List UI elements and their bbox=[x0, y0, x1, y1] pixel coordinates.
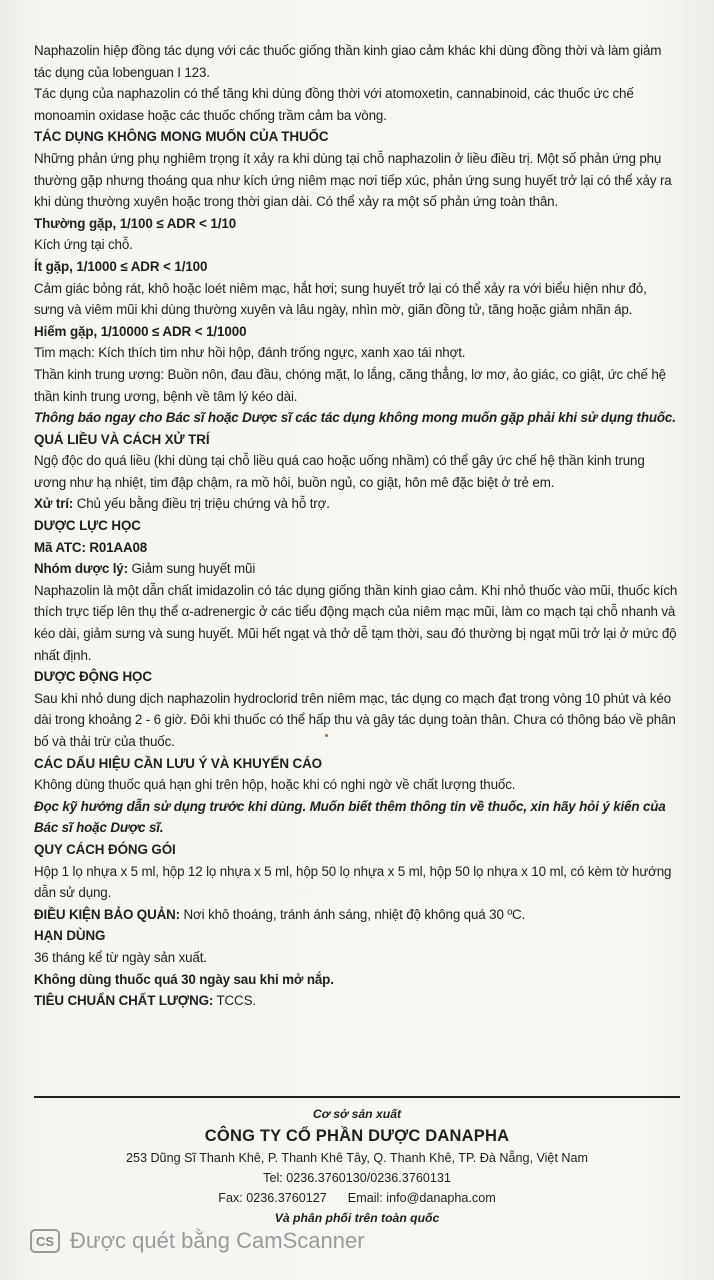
packaging-text: Hộp 1 lọ nhựa x 5 ml, hộp 12 lọ nhựa x 5 ml, hộp 50 lọ nhựa x 5 ml, hộp 50 lọ nhựa x 10 ml, có kèm tờ hướng dẫn sử dụng. bbox=[34, 863, 672, 901]
uncommon-effects-text: Cảm giác bỏng rát, khô hoặc loét niêm mạc, hắt hơi; sung huyết trở lại có thể xảy ra với biểu hiện như đỏ, sưng và viêm mũi khi dùng thường xuyên và lâu ngày, nhìn mờ, giãn đồng tử, tăng hoặc giảm nhãn áp. bbox=[34, 280, 647, 318]
interaction-paragraph-1: Naphazolin hiệp đồng tác dụng với các thuốc giống thần kinh giao cảm khác khi dùng đồng thời và làm giảm tác dụng của lobenguan I 123. bbox=[34, 43, 662, 80]
treatment-line bbox=[34, 493, 680, 515]
watermark-text: Được quét bằng CamScanner bbox=[70, 1228, 365, 1253]
heading-rare: Hiếm gặp, 1/10000 ≤ ADR < 1/1000 bbox=[34, 323, 247, 339]
storage-label: ĐIỀU KIỆN BẢO QUẢN: bbox=[34, 906, 180, 922]
pharmacokinetics-text: Sau khi nhỏ dung dịch naphazolin hydroclorid trên niêm mạc, tác dụng co mạch đạt trong vòng 10 phút và kéo dài trong khoảng 2 - 6 giờ. Đôi khi thuốc có thể hấp thu và gây tác dụng toàn thân. Chưa có thông báo về phân bố và thải trừ của thuốc. bbox=[34, 690, 676, 749]
pharmacologic-group-line bbox=[34, 558, 680, 580]
common-effects-text: Kích ứng tại chỗ. bbox=[34, 237, 133, 253]
heading-adverse-effects: TÁC DỤNG KHÔNG MONG MUỐN CỦA THUỐC bbox=[34, 129, 329, 145]
group-text: Giảm sung huyết mũi bbox=[127, 561, 256, 577]
group-label: Nhóm dược lý: bbox=[34, 561, 128, 577]
standard-label: TIÊU CHUẨN CHẤT LƯỢNG: bbox=[34, 993, 214, 1009]
heading-shelf-life: HẠN DÙNG bbox=[34, 928, 106, 944]
storage-text: Nơi khô thoáng, tránh ánh sáng, nhiệt độ không quá 30 ºC. bbox=[179, 906, 526, 922]
storage-line bbox=[34, 904, 680, 926]
heading-common: Thường gặp, 1/100 ≤ ADR < 1/10 bbox=[34, 215, 237, 231]
footer-divider bbox=[34, 1096, 680, 1098]
warnings-text: Không dùng thuốc quá hạn ghi trên hộp, hoặc khi có nghi ngờ về chất lượng thuốc. bbox=[34, 777, 516, 793]
heading-overdose: QUÁ LIỀU VÀ CÁCH XỬ TRÍ bbox=[34, 431, 210, 447]
adverse-effects-intro: Những phản ứng phụ nghiêm trọng ít xảy ra khi dùng tại chỗ naphazolin ở liều điều trị. Một số phản ứng phụ thường gặp nhưng thoáng qua như kích ứng niêm mạc nơi tiếp xúc, phản ứng sung huyết trở lại có thể xảy ra khi dùng thường xuyên hoặc trong thời gian dài. Có thể xảy ra một số phản ứng toàn thân. bbox=[34, 150, 672, 210]
shelf-life-text: 36 tháng kể từ ngày sản xuất. bbox=[34, 949, 207, 965]
after-opening-text: Không dùng thuốc quá 30 ngày sau khi mở nắp. bbox=[34, 971, 334, 987]
ink-speck bbox=[325, 734, 328, 737]
manufacturer-label: Cơ sở sản xuất bbox=[312, 1107, 402, 1121]
camscanner-logo-icon: CS bbox=[30, 1229, 60, 1253]
manufacturer-block bbox=[34, 1104, 680, 1228]
company-address: 253 Dũng Sĩ Thanh Khê, P. Thanh Khê Tây, Q. Thanh Khê, TP. Đà Nẵng, Việt Nam bbox=[125, 1151, 589, 1165]
distribution-note: Và phân phối trên toàn quốc bbox=[274, 1211, 440, 1225]
heading-pharmacodynamics: DƯỢC LỰC HỌC bbox=[34, 518, 141, 534]
overdose-text: Ngộ độc do quá liều (khi dùng tại chỗ liều quá cao hoặc uống nhầm) có thể gây ức chế hệ thần kinh trung ương như hạ nhiệt, tim đập chậm, ra mồ hôi, buồn ngủ, co giật, hôn mê đặc biệt ở trẻ em. bbox=[34, 453, 645, 490]
heading-pharmacokinetics: DƯỢC ĐỘNG HỌC bbox=[34, 669, 152, 685]
treatment-text: Chủ yếu bằng điều trị triệu chứng và hỗ trợ. bbox=[73, 496, 330, 512]
treatment-label: Xử trí: bbox=[34, 496, 74, 512]
interaction-paragraph-2: Tác dụng của naphazolin có thể tăng khi dùng đồng thời với atomoxetin, cannabinoid, các thuốc ức chế monoamin oxidase hoặc các thuốc chống trầm cảm ba vòng. bbox=[34, 86, 634, 123]
rare-cns-text: Thần kinh trung ương: Buồn nôn, đau đầu, chóng mặt, lo lắng, căng thẳng, lơ mơ, ảo giác, co giật, ức chế hệ thần kinh trung ương, bệnh về tâm lý kéo dài. bbox=[34, 366, 666, 404]
warnings-bold-text: Đọc kỹ hướng dẫn sử dụng trước khi dùng. Muốn biết thêm thông tin về thuốc, xin hãy hỏi ý kiến của Bác sĩ hoặc Dược sĩ. bbox=[34, 798, 666, 836]
standard-text: TCCS. bbox=[213, 993, 256, 1009]
company-name: CÔNG TY CỔ PHẦN DƯỢC DANAPHA bbox=[204, 1127, 510, 1145]
rare-cardio-text: Tim mạch: Kích thích tim như hồi hộp, đánh trống ngực, xanh xao tái nhợt. bbox=[34, 345, 466, 361]
heading-packaging: QUY CÁCH ĐÓNG GÓI bbox=[34, 841, 176, 857]
leaflet-body bbox=[34, 40, 680, 1012]
quality-standard-line bbox=[34, 990, 680, 1012]
pharmacodynamics-text: Naphazolin là một dẫn chất imidazolin có tác dụng giống thần kinh giao cảm. Khi nhỏ thuốc vào mũi, thuốc kích thích trực tiếp lên thụ thể α-adrenergic ở các tiểu động mạch của niêm mạc mũi, làm co mạch tại chỗ nhanh và kéo dài, giảm sưng và sung huyết. Mũi hết ngạt và thở dễ tạm thời, sau đó thường bị ngạt mũi trở lại ở mức độ nhất định. bbox=[34, 582, 678, 663]
company-tel: Tel: 0236.3760130/0236.3760131 bbox=[263, 1171, 451, 1185]
company-fax-email: Fax: 0236.3760127 Email: info@danapha.com bbox=[218, 1191, 496, 1205]
atc-code: Mã ATC: R01AA08 bbox=[34, 539, 148, 555]
heading-warnings: CÁC DẤU HIỆU CẦN LƯU Ý VÀ KHUYẾN CÁO bbox=[34, 755, 322, 771]
heading-uncommon: Ít gặp, 1/1000 ≤ ADR < 1/100 bbox=[34, 258, 208, 274]
report-notice: Thông báo ngay cho Bác sĩ hoặc Dược sĩ các tác dụng không mong muốn gặp phải khi sử dụng thuốc. bbox=[34, 410, 676, 426]
scanner-watermark bbox=[30, 1226, 365, 1256]
